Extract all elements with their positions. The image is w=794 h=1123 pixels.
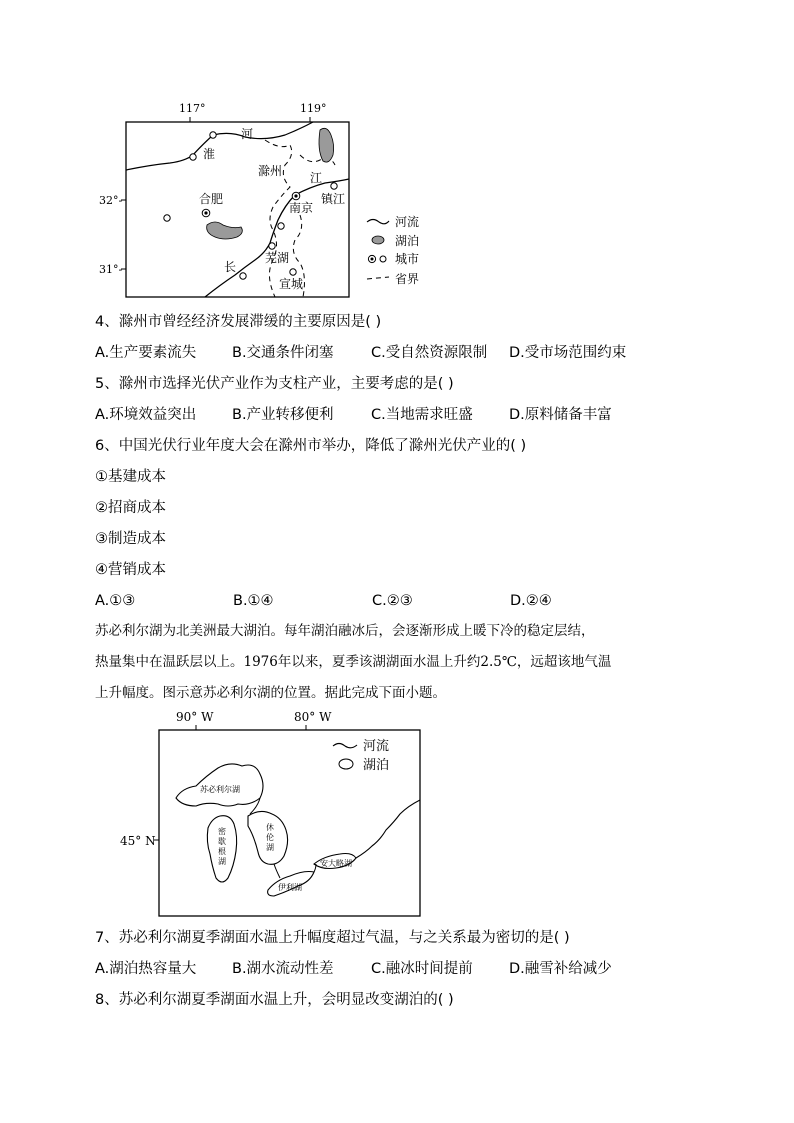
label-erie: 伊利湖 [278, 883, 302, 892]
q5-option-c[interactable]: C.当地需求旺盛 [371, 407, 473, 423]
hongze-lake [319, 128, 334, 162]
superior-passage [95, 616, 705, 709]
connecting-river-2 [274, 864, 280, 878]
q4-option-d[interactable]: D.受市场范围约束 [509, 345, 627, 361]
label-hefei: 合肥 [199, 192, 224, 206]
q6-item-3: ③制造成本 [95, 531, 166, 547]
q6-option-a[interactable]: A.①③ [95, 593, 136, 609]
label-superior: 苏必利尔湖 [200, 785, 240, 794]
label-chuzhou: 滁州 [258, 164, 283, 178]
lon-90w-label: 90° W [176, 710, 214, 724]
lat-45n-label: 45° N [120, 834, 156, 848]
q4-option-c[interactable]: C.受自然资源限制 [371, 345, 488, 361]
q6-item-1: ①基建成本 [95, 469, 166, 485]
label-jiang: 江 [310, 171, 323, 185]
legend2-river-label: 河流 [363, 739, 390, 754]
legend-lake-label: 湖泊 [395, 234, 420, 248]
question-6-stem: 6、中国光伏行业年度大会在滁州市举办，降低了滁州光伏产业的( ) [95, 438, 527, 454]
q7-option-c[interactable]: C.融冰时间提前 [371, 961, 473, 977]
passage-line-3: 上升幅度。图示意苏必利尔湖的位置。据此完成下面小题。 [95, 685, 446, 701]
label-huai: 淮 [203, 147, 216, 161]
label-chang: 长 [224, 260, 237, 274]
label-nanjing: 南京 [289, 201, 314, 215]
label-michigan-1: 密 [218, 827, 226, 836]
legend-border-symbol [367, 277, 389, 279]
passage-line-2: 热量集中在温跃层以上。1976年以来，夏季该湖湖面水温上升约2.5℃，远超该地气温 [95, 654, 612, 670]
q4-option-b[interactable]: B.交通条件闭塞 [232, 345, 334, 361]
legend-lake-symbol [372, 236, 384, 244]
q6-item-2: ②招商成本 [95, 500, 166, 516]
label-michigan-3: 根 [218, 847, 226, 856]
q6-option-d[interactable]: D.②④ [510, 593, 552, 609]
label-michigan-2: 歇 [218, 837, 226, 846]
label-ontario: 安大略湖 [320, 859, 352, 868]
city-marker-west [164, 215, 170, 221]
lon-80w-label: 80° W [294, 710, 332, 724]
label-zhenjiang: 镇江 [321, 192, 346, 206]
question-5-stem: 5、滁州市选择光伏产业作为支柱产业，主要考虑的是( ) [95, 376, 454, 392]
legend-river-label: 河流 [395, 215, 420, 229]
huai-river [126, 122, 313, 170]
city-marker-huai [190, 154, 196, 160]
label-wuhu: 芜湖 [265, 251, 290, 265]
map1-frame [126, 122, 349, 297]
legend-river-symbol [367, 220, 389, 224]
lon-119-label: 119° [300, 102, 327, 115]
city-marker-chang [240, 273, 246, 279]
q6-item-4: ④营销成本 [95, 562, 166, 578]
legend2-lake-label: 湖泊 [363, 758, 390, 773]
great-lakes-map [110, 706, 430, 921]
label-he: 河 [241, 127, 254, 141]
legend2-river-symbol [333, 744, 357, 748]
q6-option-c[interactable]: C.②③ [372, 593, 413, 609]
q4-option-a[interactable]: A.生产要素流失 [95, 345, 197, 361]
city-marker-south [278, 223, 284, 229]
q5-option-d[interactable]: D.原料储备丰富 [509, 407, 612, 423]
city-marker-zhenjiang [331, 183, 337, 189]
chaohu-lake [207, 222, 243, 239]
chuzhou-map [95, 95, 455, 305]
city-marker-wuhu [269, 243, 275, 249]
label-xuancheng: 宣城 [279, 277, 304, 291]
q5-option-b[interactable]: B.产业转移便利 [232, 407, 334, 423]
question-7-stem: 7、苏必利尔湖夏季湖面水温上升幅度超过气温，与之关系最为密切的是( ) [95, 930, 570, 946]
passage-line-1: 苏必利尔湖为北美洲最大湖泊。每年湖泊融冰后，会逐渐形成上暖下冷的稳定层结， [95, 623, 595, 639]
q7-option-a[interactable]: A.湖泊热容量大 [95, 961, 197, 977]
city-marker-he [210, 132, 216, 138]
question-4-stem: 4、滁州市曾经经济发展滞缓的主要原因是( ) [95, 314, 382, 330]
legend-city-label: 城市 [395, 252, 420, 266]
lat-32-label: 32°- [99, 194, 123, 207]
city-marker-xuancheng [290, 269, 296, 275]
label-huron-1: 休 [266, 823, 274, 832]
lat-31-label: 31°- [99, 263, 123, 276]
legend2-lake-symbol [339, 759, 353, 769]
label-huron-2: 伦 [266, 833, 274, 842]
q7-option-d[interactable]: D.融雪补给减少 [509, 961, 612, 977]
legend-border-label: 省界 [395, 272, 420, 286]
q7-option-b[interactable]: B.湖水流动性差 [232, 961, 334, 977]
label-michigan-4: 湖 [218, 857, 226, 866]
question-8-stem: 8、苏必利尔湖夏季湖面水温上升，会明显改变湖泊的( ) [95, 992, 454, 1008]
legend-city-symbol [380, 256, 386, 262]
label-huron-3: 湖 [266, 843, 274, 852]
lon-117-label: 117° [179, 102, 206, 115]
q6-option-b[interactable]: B.①④ [233, 593, 274, 609]
q5-option-a[interactable]: A.环境效益突出 [95, 407, 197, 423]
st-lawrence-river [356, 800, 420, 858]
